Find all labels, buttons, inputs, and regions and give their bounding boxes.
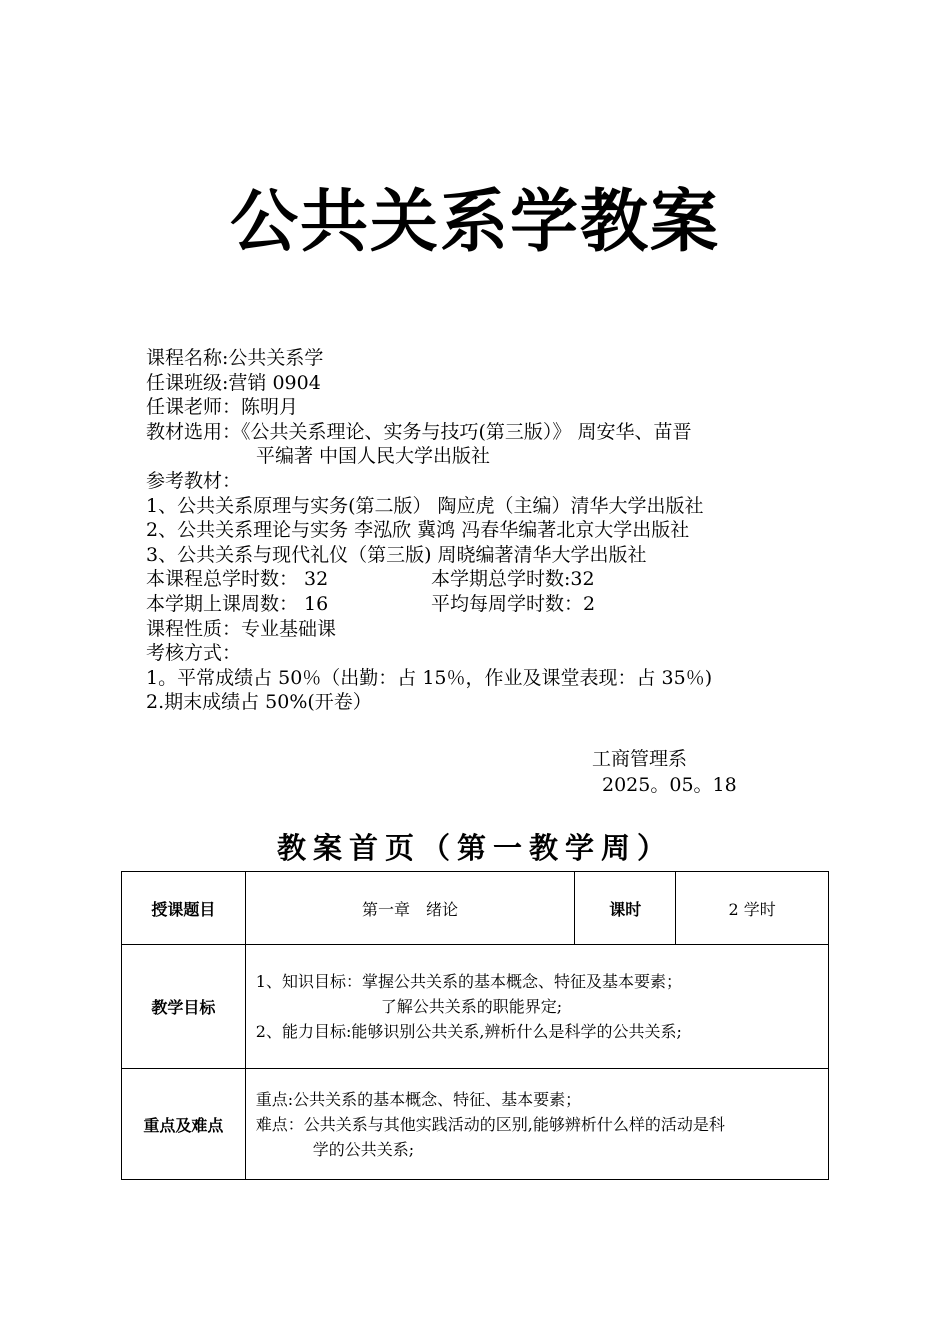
goal-content [245, 945, 828, 1069]
key-line-1: 重点:公共关系的基本概念、特征、基本要素； [255, 1089, 582, 1109]
key-points-label: 重点及难点 [122, 1069, 246, 1180]
signature-block [592, 746, 737, 798]
teacher: 任课老师：陈明月 [146, 396, 299, 419]
topic-value: 第一章 绪论 [245, 872, 575, 945]
goal-line-2: 了解公共关系的职能界定; [380, 997, 563, 1016]
first-page-heading: 教案首页（第一教学周） [276, 831, 673, 865]
topic-label: 授课题目 [122, 872, 246, 945]
goal-line-3: 2、能力目标:能够识别公共关系,辨析什么是科学的公共关系; [255, 1022, 682, 1041]
table-row [122, 1069, 829, 1180]
key-line-3: 学的公共关系; [312, 1139, 415, 1159]
term-hours: 本学期总学时数:32 [431, 568, 595, 591]
goal-label: 教学目标 [122, 945, 246, 1069]
hours-value: 2 学时 [676, 872, 829, 945]
table-row [122, 945, 829, 1069]
course-name: 课程名称:公共关系学 [146, 347, 324, 369]
total-hours: 本课程总学时数： 32 [146, 568, 329, 591]
key-line-2: 难点：公共关系与其他实践活动的区别,能够辨析什么样的活动是科 [255, 1114, 725, 1134]
course-info [146, 346, 846, 715]
term-weeks: 本学期上课周数： 16 [146, 592, 329, 615]
course-nature: 课程性质：专业基础课 [146, 617, 337, 640]
lesson-plan-table [121, 871, 829, 1180]
textbook-line-2: 平编著 中国人民大学出版社 [256, 445, 491, 468]
avg-weekly-hours: 平均每周学时数：2 [431, 592, 596, 615]
department: 工商管理系 [592, 748, 688, 770]
assessment-label: 考核方式： [146, 642, 242, 665]
date: 2025。05。18 [602, 774, 737, 796]
weeks-row [146, 592, 846, 617]
reference-3: 3、公共关系与现代礼仪（第三版) 周晓编著清华大学出版社 [146, 543, 647, 566]
document-title: 公共关系学教案 [229, 183, 720, 262]
hours-label: 课时 [575, 872, 676, 945]
key-points-content [245, 1069, 828, 1180]
class-name: 任课班级:营销 0904 [146, 371, 321, 394]
hours-row [146, 567, 846, 592]
assessment-1: 1。平常成绩占 50％（出勤：占 15％，作业及课堂表现：占 35％) [146, 666, 713, 689]
reference-1: 1、公共关系原理与实务(第二版） 陶应虎（主编）清华大学出版社 [146, 494, 704, 517]
reference-2: 2、公共关系理论与实务 李泓欣 冀鸿 冯春华编著北京大学出版社 [146, 519, 690, 542]
table-row [122, 872, 829, 945]
references-label: 参考教材： [146, 469, 242, 492]
goal-line-1: 1、知识目标：掌握公共关系的基本概念、特征及基本要素； [255, 972, 682, 991]
textbook-line-1: 教材选用：《公共关系理论、实务与技巧(第三版）》 周安华、苗晋 [146, 420, 692, 443]
assessment-2: 2.期末成绩占 50%(开卷） [146, 691, 372, 714]
